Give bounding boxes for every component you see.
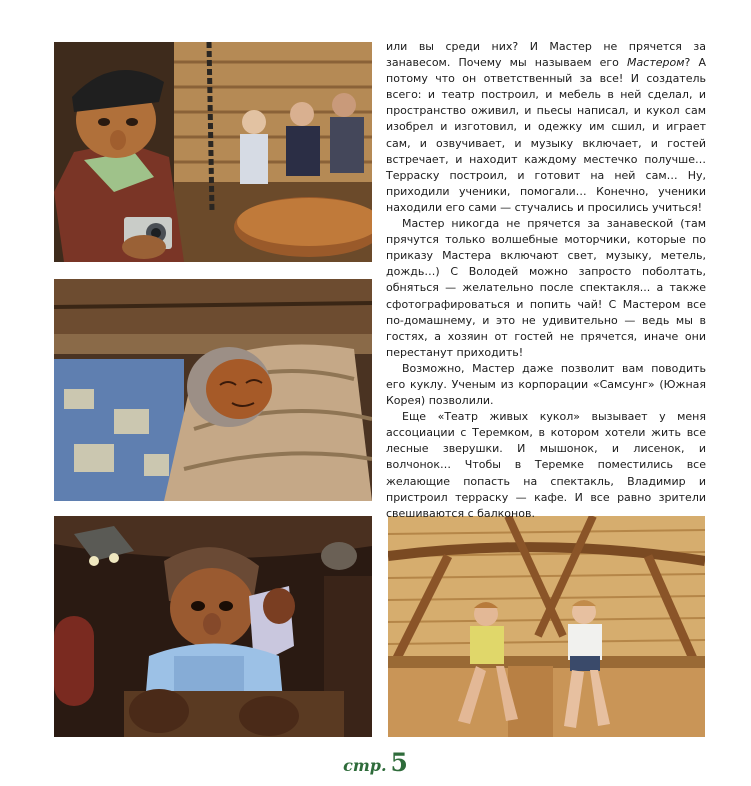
article-text	[386, 39, 706, 522]
article-paragraph: Еще «Театр живых кукол» вызывает у меня ассоциации с Теремком, в котором хотели жить все лесные зверушки. И мышонок, и лисенок, и волчонок… Чтобы в Теремке поместились все желающие попасть на спектакль, Владимир и пристроил терраску — кафе. И все равно зрители свешиваются с балконов.	[386, 410, 706, 520]
photo-girls-on-balcony	[388, 516, 705, 737]
paragraph-text: или вы среди них? И Мастер не прячется за занавесом. Почему мы называем его	[386, 40, 706, 70]
article-paragraph: Возможно, Мастер даже позволит вам поводить его куклу. Ученым из корпорации «Самсунг» (Южная Корея) позволили.	[386, 361, 706, 408]
page-number-value: 5	[390, 748, 408, 777]
article-paragraph: Мастер никогда не прячется за занавеской (там прячутся только волшебные моторчики, которые по приказу Мастера включают свет, музыку, метель, дождь…) С Володей можно запросто поболтать, обняться — желательно после спектакля... а также сфотографироваться и попить чай! С Мастером все по-домашнему, и это не удивительно — ведь мы в гостях, а хозяин от гостей не прячется, иначе они перестанут приходить!	[386, 217, 706, 359]
photo-puppet-with-camera	[54, 42, 372, 262]
paragraph-text: ? А потому что он ответственный за все! И создатель всего: и театр построил, и мебель в ней сделал, и пространство оживил, и пьесы написал, и кукол сам изобрел и изготовил, и одежку им сшил, и играет сам, и озвучивает, и музыку включает, и гостей встречает, и находит каждому местечко получше… Терраску построил, и готовит на ней сам… Ну, приходили ученики, помогали… Конечно, ученики находили его сами — стучались и просились учиться!	[386, 56, 706, 214]
master-emphasis: Мастером	[627, 56, 685, 70]
article-paragraph	[386, 39, 706, 216]
page-prefix: стр.	[343, 756, 387, 775]
photo-puppet-overalls	[54, 516, 372, 737]
page-number	[0, 748, 751, 777]
photo-sleeping-puppet	[54, 279, 372, 501]
